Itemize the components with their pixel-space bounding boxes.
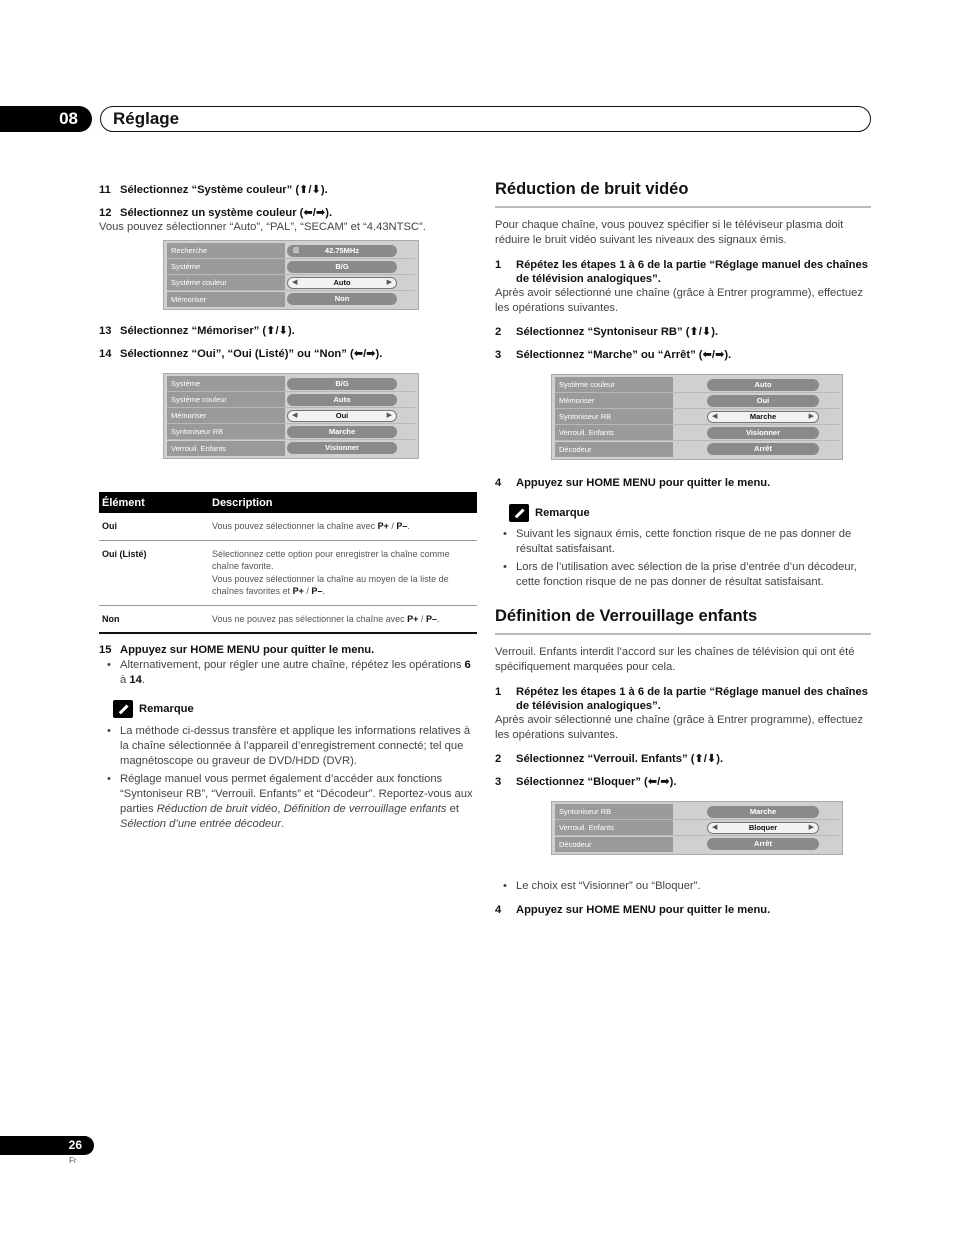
chapter-title: Réglage [100, 106, 871, 132]
osd-value: B/G [287, 378, 397, 390]
list-item: • Alternativement, pour régler une autre chaîne, répétez les opérations 6 à 14. [99, 658, 477, 688]
step-number: 13 [99, 325, 112, 337]
osd-row [167, 243, 415, 259]
section-title-child-lock: Définition de Verrouillage enfants [495, 607, 871, 635]
step-text: Sélectionnez “Marche” ou “Arrêt” (⬅/➡). [516, 349, 732, 361]
section-title-noise-reduction: Réduction de bruit vidéo [495, 180, 871, 208]
osd-menu-child-lock [551, 801, 843, 855]
osd-value: Arrêt [707, 443, 819, 455]
osd-label: Mémoriser [167, 292, 285, 307]
signal-meter-icon: ▥ [293, 246, 300, 254]
step-number: 2 [495, 753, 502, 765]
section-intro: Verrouil. Enfants interdit l’accord sur les chaînes de télévision qui ont été spécifiquement marquées pour cela. [495, 646, 855, 673]
step-15-bullets [99, 658, 477, 688]
list-item: • La méthode ci-dessus transfère et applique les informations relatives à la chaîne sélectionnée à l’appareil d’enregistrement connecté; tel que magnétoscope ou graveur de DVD/HDD (DVR). [99, 724, 477, 769]
pencil-note-icon [509, 504, 529, 522]
osd-label: Syntoniseur RB [167, 424, 285, 439]
step-text: Appuyez sur HOME MENU pour quitter le menu. [516, 477, 771, 489]
osd-label: Système couleur [555, 377, 673, 392]
remark-list [495, 527, 871, 590]
arrow-left-icon: ◀ [292, 411, 298, 419]
step-number: 4 [495, 477, 502, 489]
osd-label: Mémoriser [555, 393, 673, 408]
osd-label: Verrouil. Enfants [555, 820, 673, 835]
step-1-note: Après avoir sélectionné une chaîne (grâce à Entrer programme), effectuez les opérations suivantes. [495, 287, 863, 314]
remark-heading: Remarque [113, 700, 477, 718]
step-3 [495, 348, 871, 362]
list-item: • Réglage manuel vous permet également d’accéder aux fonctions “Syntoniseur RB”, “Verrouil. Enfants” et “Décodeur”. Reportez-vous aux parties Réduction de bruit vidéo, Définition de verrouillage enfants et Sélection d’une entrée décodeur. [99, 772, 477, 832]
step-text: Sélectionnez “Verrouil. Enfants” (⬆/⬇). [516, 753, 724, 765]
osd-value: Visionner [287, 442, 397, 454]
osd-label: Décodeur [555, 837, 673, 852]
cell-element: Oui (Listé) [99, 540, 209, 605]
osd-value: Auto [287, 394, 397, 406]
step-2 [495, 752, 871, 766]
cell-description: Vous ne pouvez pas sélectionner la chaîne avec P+ / P–. [209, 605, 477, 633]
osd-row [167, 424, 415, 440]
step-number: 15 [99, 644, 112, 656]
step-text: Répétez les étapes 1 à 6 de la partie “Réglage manuel des chaînes de télévision analogiques”. [516, 686, 868, 712]
arrow-right-icon: ▶ [808, 412, 814, 420]
step-12-note: Vous pouvez sélectionner “Auto”, “PAL”, “SECAM” et “4.43NTSC”. [99, 221, 426, 233]
step-13 [99, 324, 477, 338]
osd-value: Marche [707, 806, 819, 818]
cell-element: Oui [99, 513, 209, 540]
arrow-left-icon: ◀ [712, 823, 718, 831]
language-code: Fr [69, 1156, 77, 1165]
section-intro: Pour chaque chaîne, vous pouvez spécifier si le téléviseur plasma doit réduire le bruit vidéo suivant les niveaux des signaux émis. [495, 219, 844, 246]
step-number: 2 [495, 326, 502, 338]
osd-label: Verrouil. Enfants [167, 441, 285, 456]
osd-row [555, 377, 839, 393]
osd-value: Non [287, 293, 397, 305]
step-text: Appuyez sur HOME MENU pour quitter le menu. [516, 904, 771, 916]
osd-row-selected [167, 408, 415, 424]
osd-label: Syntoniseur RB [555, 409, 673, 424]
osd-label: Syntoniseur RB [555, 804, 673, 819]
osd-menu-memorize [163, 373, 419, 459]
arrow-right-icon: ▶ [386, 411, 392, 419]
osd-label: Recherche [167, 243, 285, 258]
step-number: 1 [495, 686, 502, 698]
osd-row [555, 425, 839, 441]
osd-value-selected: ◀ Auto ▶ [287, 277, 397, 289]
osd-row [167, 440, 415, 456]
step-11 [99, 183, 477, 197]
osd-value-selected: ◀ Marche ▶ [707, 411, 819, 423]
step-text: Sélectionnez “Syntoniseur RB” (⬆/⬇). [516, 326, 719, 338]
step-15 [99, 643, 477, 657]
osd-label: Système [167, 259, 285, 274]
step-number: 12 [99, 207, 112, 219]
osd-value-selected: ◀ Bloquer ▶ [707, 822, 819, 834]
step-14 [99, 347, 477, 361]
step-4 [495, 476, 871, 490]
osd-label: Verrouil. Enfants [555, 425, 673, 440]
osd-row [555, 804, 839, 820]
step-text: Sélectionnez “Système couleur” (⬆/⬇). [120, 184, 328, 196]
osd-row [555, 836, 839, 852]
osd-value-selected: ◀ Oui ▶ [287, 410, 397, 422]
osd-label: Système [167, 376, 285, 391]
list-item: • Suivant les signaux émis, cette fonction risque de ne pas donner de résultat satisfaisant. [495, 527, 871, 557]
osd-row [555, 393, 839, 409]
step-text: Sélectionnez un système couleur (⬅/➡). [120, 207, 333, 219]
header-description: Description [209, 492, 477, 513]
osd-value: ▥ 42.75MHz [287, 245, 397, 257]
step-text: Répétez les étapes 1 à 6 de la partie “Réglage manuel des chaînes de télévision analogiques”. [516, 259, 868, 285]
table-row [99, 605, 477, 633]
step-4 [495, 903, 871, 917]
pencil-note-icon [113, 700, 133, 718]
osd-row-selected [555, 409, 839, 425]
step-1 [495, 685, 871, 713]
osd-row [167, 291, 415, 307]
cell-element: Non [99, 605, 209, 633]
step-text: Appuyez sur HOME MENU pour quitter le menu. [120, 644, 375, 656]
step-text: Sélectionnez “Oui”, “Oui (Listé)” ou “Non” (⬅/➡). [120, 348, 383, 360]
step-3 [495, 775, 871, 789]
osd-label: Mémoriser [167, 408, 285, 423]
osd-label: Décodeur [555, 442, 673, 457]
arrow-right-icon: ▶ [808, 823, 814, 831]
osd-value: Auto [707, 379, 819, 391]
right-column [495, 180, 871, 917]
osd-label: Système couleur [167, 275, 285, 290]
osd-value: Oui [707, 395, 819, 407]
page-number: 26 [0, 1136, 94, 1155]
step-number: 4 [495, 904, 502, 916]
osd-label: Système couleur [167, 392, 285, 407]
remark-heading: Remarque [509, 504, 871, 522]
osd-menu-color-system [163, 240, 419, 310]
list-item: • Lors de l’utilisation avec sélection de la prise d’entrée d’un décodeur, cette fonction risque de ne pas donner de résultat satisfaisant. [495, 560, 871, 590]
osd-value: Marche [287, 426, 397, 438]
step-number: 3 [495, 776, 502, 788]
step-number: 14 [99, 348, 112, 360]
cell-description: Sélectionnez cette option pour enregistrer la chaîne comme chaîne favorite. Vous pouvez sélectionner la chaîne au moyen de la liste de chaînes favorites et P+ / P–. [209, 540, 477, 605]
osd-row [167, 259, 415, 275]
left-column [99, 180, 477, 835]
step-number: 11 [99, 184, 111, 196]
osd-value: Visionner [707, 427, 819, 439]
list-item: • Le choix est “Visionner” ou “Bloquer”. [495, 879, 871, 894]
osd-row [167, 392, 415, 408]
step-text: Sélectionnez “Mémoriser” (⬆/⬇). [120, 325, 295, 337]
chapter-number-badge: 08 [0, 106, 92, 132]
arrow-left-icon: ◀ [712, 412, 718, 420]
osd-value: Arrêt [707, 838, 819, 850]
step-number: 3 [495, 349, 502, 361]
step-2 [495, 325, 871, 339]
arrow-left-icon: ◀ [292, 278, 298, 286]
table-row [99, 513, 477, 540]
options-table [99, 492, 477, 634]
step-text: Sélectionnez “Bloquer” (⬅/➡). [516, 776, 677, 788]
osd-row [555, 441, 839, 457]
arrow-right-icon: ▶ [386, 278, 392, 286]
remark-list [99, 724, 477, 832]
step-1 [495, 258, 871, 286]
step-1-note: Après avoir sélectionné une chaîne (grâce à Entrer programme), effectuez les opérations suivantes. [495, 714, 863, 741]
osd-menu-noise-reduction [551, 374, 843, 460]
step-number: 1 [495, 259, 502, 271]
osd-row [167, 376, 415, 392]
table-row [99, 540, 477, 605]
osd-value: B/G [287, 261, 397, 273]
osd-row-selected [555, 820, 839, 836]
table-header-row [99, 492, 477, 513]
header-element: Élément [99, 492, 209, 513]
cell-description: Vous pouvez sélectionner la chaîne avec P+ / P–. [209, 513, 477, 540]
choice-note-list [495, 879, 871, 894]
osd-row-selected [167, 275, 415, 291]
step-12 [99, 206, 477, 220]
